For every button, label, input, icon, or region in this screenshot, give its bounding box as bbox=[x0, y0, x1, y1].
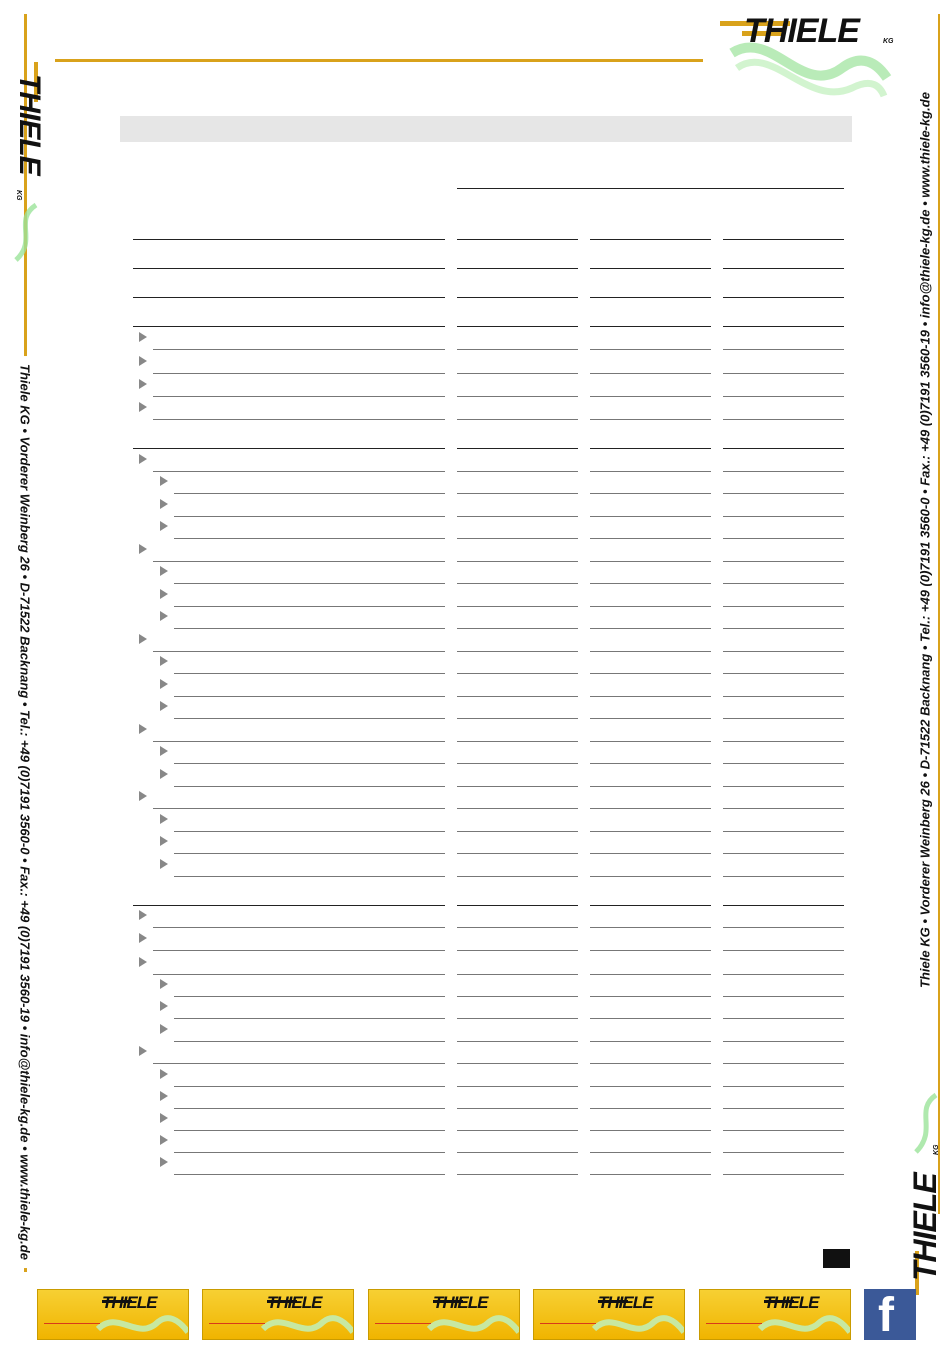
table-row bbox=[174, 1152, 445, 1153]
table-row bbox=[153, 974, 445, 975]
bullet-arrow-icon bbox=[160, 836, 168, 846]
thiele-logo-top bbox=[712, 8, 897, 108]
bullet-arrow-icon bbox=[139, 454, 147, 464]
table-row bbox=[153, 927, 445, 928]
column-group-rule bbox=[457, 188, 844, 189]
footer-logo-wordmark: THIELE bbox=[598, 1293, 653, 1312]
table-cell bbox=[457, 718, 578, 719]
table-cell bbox=[723, 763, 844, 764]
table-cell bbox=[723, 628, 844, 629]
table-cell bbox=[457, 927, 578, 928]
footer-logo-wordmark: THIELE bbox=[267, 1293, 322, 1312]
table-row bbox=[174, 853, 445, 854]
top-brand-rule bbox=[55, 59, 703, 62]
section-cell-rule bbox=[723, 448, 844, 449]
table-cell bbox=[723, 561, 844, 562]
table-cell bbox=[590, 1108, 711, 1109]
table-cell bbox=[590, 876, 711, 877]
table-cell bbox=[590, 471, 711, 472]
table-cell bbox=[457, 808, 578, 809]
table-cell bbox=[723, 786, 844, 787]
table-row bbox=[174, 673, 445, 674]
footer-logo-tile[interactable] bbox=[533, 1289, 685, 1340]
table-cell bbox=[723, 349, 844, 350]
header-cell-rule bbox=[590, 297, 711, 298]
bullet-arrow-icon bbox=[139, 544, 147, 554]
table-cell bbox=[723, 1041, 844, 1042]
footer-logo-wordmark: THIELE bbox=[102, 1293, 157, 1312]
table-cell bbox=[723, 1086, 844, 1087]
table-row bbox=[153, 349, 445, 350]
table-cell bbox=[723, 831, 844, 832]
bullet-arrow-icon bbox=[160, 1024, 168, 1034]
table-cell bbox=[590, 373, 711, 374]
bullet-arrow-icon bbox=[160, 476, 168, 486]
table-cell bbox=[590, 974, 711, 975]
table-cell bbox=[590, 651, 711, 652]
table-cell bbox=[457, 1108, 578, 1109]
table-cell bbox=[723, 396, 844, 397]
footer-logo-tile[interactable] bbox=[37, 1289, 189, 1340]
bullet-arrow-icon bbox=[139, 634, 147, 644]
bullet-arrow-icon bbox=[160, 656, 168, 666]
table-cell bbox=[457, 538, 578, 539]
table-cell bbox=[590, 763, 711, 764]
table-cell bbox=[457, 493, 578, 494]
table-row bbox=[174, 628, 445, 629]
header-cell-rule bbox=[457, 326, 578, 327]
bullet-arrow-icon bbox=[160, 1113, 168, 1123]
table-cell bbox=[457, 974, 578, 975]
table-cell bbox=[723, 1152, 844, 1153]
table-cell bbox=[457, 1152, 578, 1153]
table-cell bbox=[457, 786, 578, 787]
swoosh-graphic-left bbox=[8, 200, 44, 270]
table-cell bbox=[723, 718, 844, 719]
section-cell-rule bbox=[457, 448, 578, 449]
bullet-arrow-icon bbox=[160, 1135, 168, 1145]
bullet-arrow-icon bbox=[160, 679, 168, 689]
table-cell bbox=[590, 493, 711, 494]
table-cell bbox=[457, 373, 578, 374]
header-cell-rule bbox=[457, 297, 578, 298]
facebook-icon[interactable]: f bbox=[864, 1289, 916, 1340]
table-cell bbox=[457, 950, 578, 951]
bullet-arrow-icon bbox=[139, 957, 147, 967]
table-cell bbox=[590, 1152, 711, 1153]
logo-wordmark-right: THIELE bbox=[907, 1173, 943, 1281]
logo-wordmark-left: THIELE bbox=[13, 74, 46, 175]
bullet-arrow-icon bbox=[139, 933, 147, 943]
table-row bbox=[174, 696, 445, 697]
header-row-rule bbox=[133, 239, 445, 240]
bullet-arrow-icon bbox=[160, 814, 168, 824]
table-cell bbox=[590, 561, 711, 562]
table-row bbox=[153, 396, 445, 397]
header-cell-rule bbox=[723, 239, 844, 240]
table-cell bbox=[590, 786, 711, 787]
bullet-arrow-icon bbox=[139, 910, 147, 920]
table-cell bbox=[457, 349, 578, 350]
bullet-arrow-icon bbox=[160, 1069, 168, 1079]
table-row bbox=[174, 1130, 445, 1131]
table-cell bbox=[723, 927, 844, 928]
table-row bbox=[174, 538, 445, 539]
section-cell-rule bbox=[457, 905, 578, 906]
header-row-rule bbox=[133, 326, 445, 327]
logo-wordmark: THIELE bbox=[744, 12, 859, 50]
footer-logo-tile[interactable] bbox=[699, 1289, 851, 1340]
table-row bbox=[153, 808, 445, 809]
table-cell bbox=[723, 853, 844, 854]
table-cell bbox=[457, 876, 578, 877]
table-row bbox=[153, 741, 445, 742]
bullet-arrow-icon bbox=[160, 521, 168, 531]
table-row bbox=[174, 876, 445, 877]
bullet-arrow-icon bbox=[160, 1157, 168, 1167]
table-row bbox=[153, 561, 445, 562]
table-cell bbox=[457, 673, 578, 674]
table-cell bbox=[590, 1086, 711, 1087]
footer-logo-wordmark: THIELE bbox=[433, 1293, 488, 1312]
table-cell bbox=[723, 808, 844, 809]
table-row bbox=[174, 583, 445, 584]
contact-line-left: Thiele KG • Vorderer Weinberg 26 • D-71522 Backnang • Tel.: +49 (0)7191 3560-0 • Fax.: +49 (0)7191 3560-19 • info@thiele-kg.de • www.thiele-kg.de bbox=[18, 356, 33, 1268]
table-row bbox=[174, 1108, 445, 1109]
table-cell bbox=[590, 927, 711, 928]
table-cell bbox=[457, 606, 578, 607]
table-cell bbox=[590, 349, 711, 350]
section-rule bbox=[133, 448, 445, 449]
header-cell-rule bbox=[723, 268, 844, 269]
table-cell bbox=[723, 974, 844, 975]
header-row-rule bbox=[133, 268, 445, 269]
table-row bbox=[153, 651, 445, 652]
bullet-arrow-icon bbox=[160, 611, 168, 621]
table-cell bbox=[723, 996, 844, 997]
table-row bbox=[174, 516, 445, 517]
table-cell bbox=[457, 1130, 578, 1131]
table-cell bbox=[590, 853, 711, 854]
table-row bbox=[153, 373, 445, 374]
section-cell-rule bbox=[590, 448, 711, 449]
table-cell bbox=[457, 651, 578, 652]
table-row bbox=[174, 1041, 445, 1042]
table-cell bbox=[723, 950, 844, 951]
table-cell bbox=[723, 651, 844, 652]
bullet-arrow-icon bbox=[139, 724, 147, 734]
footer-logo-tile[interactable] bbox=[368, 1289, 520, 1340]
table-row bbox=[174, 786, 445, 787]
table-cell bbox=[457, 831, 578, 832]
table-cell bbox=[457, 1063, 578, 1064]
table-cell bbox=[723, 493, 844, 494]
bullet-arrow-icon bbox=[160, 746, 168, 756]
header-cell-rule bbox=[723, 326, 844, 327]
header-cell-rule bbox=[457, 239, 578, 240]
table-cell bbox=[723, 538, 844, 539]
table-cell bbox=[457, 419, 578, 420]
table-cell bbox=[457, 1086, 578, 1087]
bullet-arrow-icon bbox=[160, 859, 168, 869]
table-cell bbox=[457, 516, 578, 517]
table-cell bbox=[457, 628, 578, 629]
table-cell bbox=[590, 1018, 711, 1019]
table-cell bbox=[723, 741, 844, 742]
table-cell bbox=[457, 583, 578, 584]
table-cell bbox=[723, 1174, 844, 1175]
table-row bbox=[153, 1063, 445, 1064]
table-cell bbox=[590, 516, 711, 517]
table-row bbox=[153, 950, 445, 951]
table-cell bbox=[723, 673, 844, 674]
section-header-band bbox=[120, 116, 852, 142]
table-cell bbox=[723, 419, 844, 420]
footer-logo-wordmark: THIELE bbox=[764, 1293, 819, 1312]
table-cell bbox=[590, 419, 711, 420]
header-cell-rule bbox=[457, 268, 578, 269]
table-cell bbox=[590, 808, 711, 809]
table-row bbox=[153, 471, 445, 472]
table-cell bbox=[723, 696, 844, 697]
thiele-logo-right bbox=[906, 1090, 946, 1300]
table-row bbox=[174, 763, 445, 764]
table-cell bbox=[723, 1108, 844, 1109]
table-row bbox=[174, 1086, 445, 1087]
logo-suffix: KG bbox=[883, 38, 894, 45]
table-cell bbox=[457, 396, 578, 397]
table-cell bbox=[590, 538, 711, 539]
bullet-arrow-icon bbox=[139, 356, 147, 366]
table-cell bbox=[590, 741, 711, 742]
table-cell bbox=[723, 606, 844, 607]
table-cell bbox=[590, 673, 711, 674]
table-cell bbox=[723, 1130, 844, 1131]
bullet-arrow-icon bbox=[139, 402, 147, 412]
table-cell bbox=[590, 831, 711, 832]
logo-suffix-right: KG bbox=[933, 1144, 940, 1155]
table-cell bbox=[590, 1063, 711, 1064]
table-cell bbox=[590, 696, 711, 697]
logo-suffix-left: KG bbox=[15, 190, 22, 201]
bullet-arrow-icon bbox=[160, 701, 168, 711]
table-cell bbox=[457, 1174, 578, 1175]
bullet-arrow-icon bbox=[160, 566, 168, 576]
header-cell-rule bbox=[590, 326, 711, 327]
table-row bbox=[174, 1174, 445, 1175]
section-rule bbox=[133, 905, 445, 906]
table-cell bbox=[457, 471, 578, 472]
table-cell bbox=[590, 606, 711, 607]
table-cell bbox=[457, 996, 578, 997]
table-row bbox=[174, 606, 445, 607]
table-cell bbox=[590, 583, 711, 584]
thiele-logo-left bbox=[8, 70, 44, 270]
bullet-arrow-icon bbox=[139, 379, 147, 389]
table-cell bbox=[457, 561, 578, 562]
table-cell bbox=[590, 1174, 711, 1175]
table-cell bbox=[590, 996, 711, 997]
table-cell bbox=[457, 741, 578, 742]
table-cell bbox=[723, 583, 844, 584]
table-row bbox=[174, 831, 445, 832]
table-cell bbox=[723, 1063, 844, 1064]
table-cell bbox=[590, 1130, 711, 1131]
table-cell bbox=[457, 1041, 578, 1042]
bullet-arrow-icon bbox=[160, 769, 168, 779]
bullet-arrow-icon bbox=[139, 332, 147, 342]
bullet-arrow-icon bbox=[139, 791, 147, 801]
table-cell bbox=[590, 628, 711, 629]
table-row bbox=[174, 493, 445, 494]
page-number-box bbox=[823, 1249, 850, 1268]
section-cell-rule bbox=[590, 905, 711, 906]
table-row bbox=[174, 718, 445, 719]
right-brand-line bbox=[938, 14, 940, 1214]
header-cell-rule bbox=[723, 297, 844, 298]
header-cell-rule bbox=[590, 239, 711, 240]
table-row bbox=[174, 1018, 445, 1019]
table-cell bbox=[457, 853, 578, 854]
table-row bbox=[174, 996, 445, 997]
bullet-arrow-icon bbox=[139, 1046, 147, 1056]
bullet-arrow-icon bbox=[160, 1001, 168, 1011]
bullet-arrow-icon bbox=[160, 1091, 168, 1101]
table-cell bbox=[590, 718, 711, 719]
table-cell bbox=[723, 876, 844, 877]
table-cell bbox=[590, 950, 711, 951]
footer-logo-tile[interactable] bbox=[202, 1289, 354, 1340]
table-cell bbox=[723, 373, 844, 374]
bullet-arrow-icon bbox=[160, 979, 168, 989]
table-cell bbox=[590, 396, 711, 397]
bullet-arrow-icon bbox=[160, 499, 168, 509]
contact-line-right: Thiele KG • Vorderer Weinberg 26 • D-71522 Backnang • Tel.: +49 (0)7191 3560-0 • Fax.: +49 (0)7191 3560-19 • info@thiele-kg.de • www.thiele-kg.de bbox=[917, 92, 933, 988]
table-cell bbox=[457, 1018, 578, 1019]
bullet-arrow-icon bbox=[160, 589, 168, 599]
section-cell-rule bbox=[723, 905, 844, 906]
table-cell bbox=[457, 763, 578, 764]
table-cell bbox=[723, 471, 844, 472]
table-cell bbox=[457, 696, 578, 697]
table-cell bbox=[723, 516, 844, 517]
header-cell-rule bbox=[590, 268, 711, 269]
header-row-rule bbox=[133, 297, 445, 298]
table-cell bbox=[723, 1018, 844, 1019]
table-cell bbox=[590, 1041, 711, 1042]
table-row bbox=[153, 419, 445, 420]
